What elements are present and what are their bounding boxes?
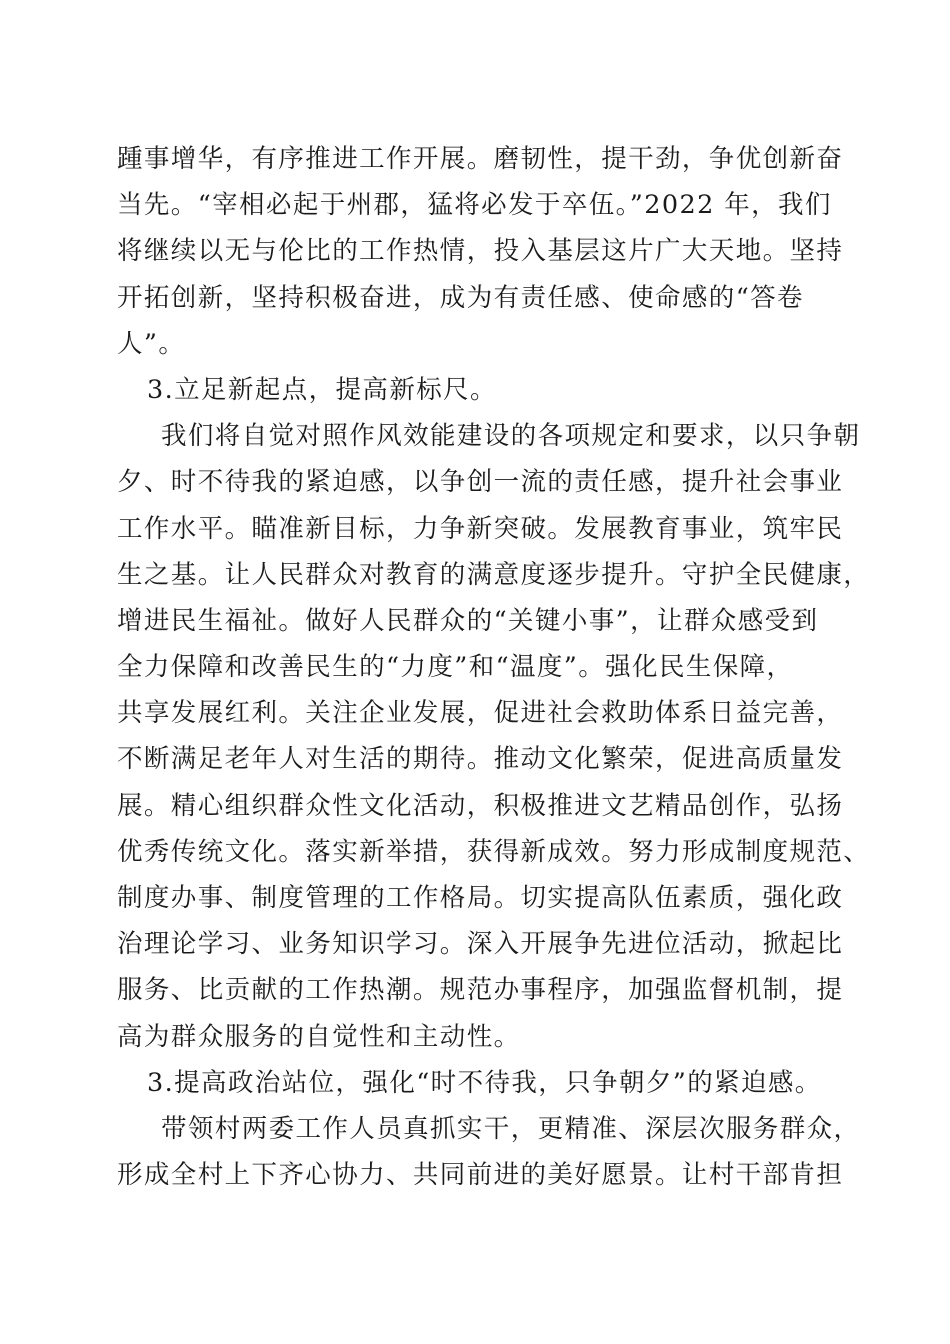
text-line: 人”。 — [117, 328, 186, 359]
paragraph-first-line: 带领村两委工作人员真抓实干，更精准、深层次服务群众， — [161, 1113, 861, 1144]
section-heading: 3.立足新起点，提高新标尺。 — [147, 374, 497, 405]
section-heading: 3.提高政治站位，强化“时不待我，只争朝夕”的紧迫感。 — [147, 1067, 822, 1098]
text-line: 治理论学习、业务知识学习。深入开展争先进位活动，掀起比 — [117, 929, 844, 960]
text-line: 开拓创新，坚持积极奋进，成为有责任感、使命感的“答卷 — [117, 282, 804, 313]
text-line: 增进民生福祉。做好人民群众的“关键小事”，让群众感受到 — [117, 605, 819, 636]
text-line: 工作水平。瞄准新目标，力争新突破。发展教育事业，筑牢民 — [117, 513, 844, 544]
text-line: 高为群众服务的自觉性和主动性。 — [117, 1021, 521, 1052]
text-line: 形成全村上下齐心协力、共同前进的美好愿景。让村干部肯担 — [117, 1160, 844, 1191]
text-line: 不断满足老年人对生活的期待。推动文化繁荣，促进高质量发 — [117, 744, 844, 775]
text-line: 优秀传统文化。落实新举措，获得新成效。努力形成制度规范、 — [117, 836, 871, 867]
text-line: 生之基。让人民群众对教育的满意度逐步提升。守护全民健康， — [117, 559, 871, 590]
text-line: 共享发展红利。关注企业发展，促进社会救助体系日益完善， — [117, 698, 844, 729]
text-line: 当先。“宰相必起于州郡，猛将必发于卒伍。”2022 年，我们 — [117, 190, 832, 221]
text-line: 踵事增华，有序推进工作开展。磨韧性，提干劲，争优创新奋 — [117, 144, 844, 174]
document-page — [117, 136, 871, 1198]
paragraph-first-line: 我们将自觉对照作风效能建设的各项规定和要求，以只争朝 — [161, 421, 861, 452]
text-line: 夕、时不待我的紧迫感，以争创一流的责任感，提升社会事业 — [117, 467, 844, 498]
text-line: 全力保障和改善民生的“力度”和“温度”。强化民生保障， — [117, 652, 794, 683]
text-line: 制度办事、制度管理的工作格局。切实提高队伍素质，强化政 — [117, 883, 844, 913]
text-line: 将继续以无与伦比的工作热情，投入基层这片广大天地。坚持 — [117, 236, 844, 267]
text-line: 展。精心组织群众性文化活动，积极推进文艺精品创作，弘扬 — [117, 790, 844, 821]
text-line: 服务、比贡献的工作热潮。规范办事程序，加强监督机制，提 — [117, 975, 844, 1006]
